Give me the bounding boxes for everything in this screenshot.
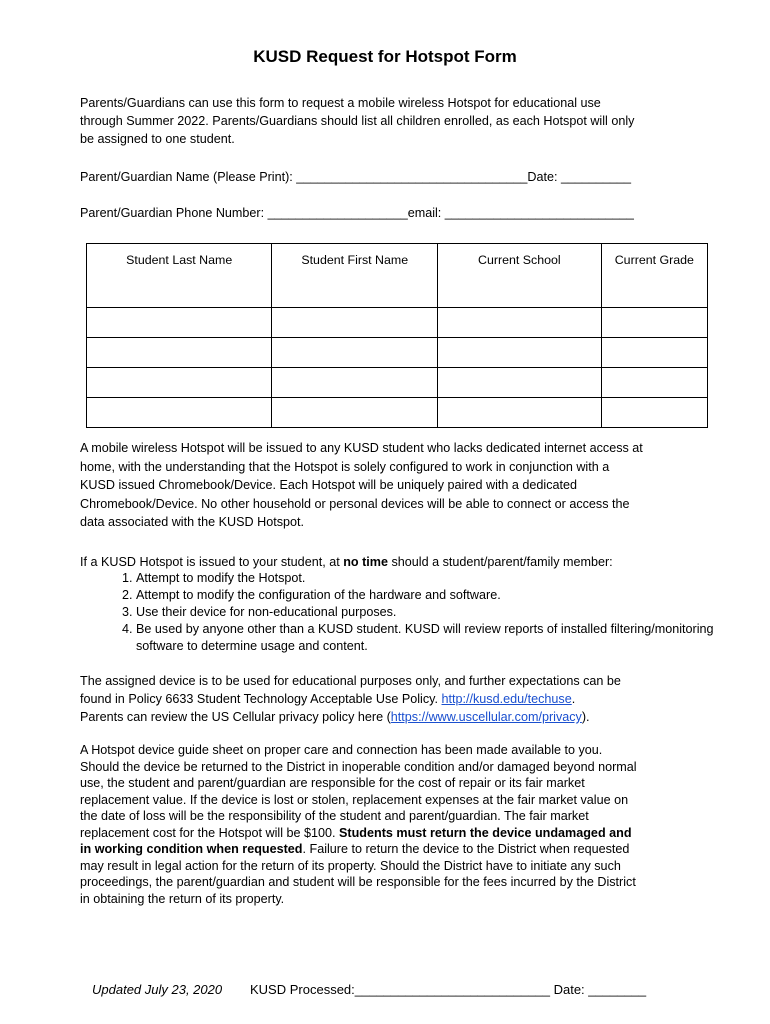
failure-text: . Failure to return the device to the District when requested [302, 842, 630, 856]
grade-cell[interactable] [601, 338, 707, 368]
paragraph-line: The assigned device is to be used for educational purposes only, and further expectations can be [80, 674, 621, 688]
paragraph-line: Chromebook/Device. No other household or personal devices will be able to connect or access the [80, 496, 630, 511]
list-item: 3. Use their device for non-educational purposes. [136, 604, 736, 621]
intro-paragraph [80, 94, 700, 148]
student-table [86, 243, 708, 428]
paragraph-line [80, 708, 700, 726]
table-row [87, 338, 708, 368]
column-header-school: Current School [438, 244, 602, 308]
uscellular-privacy-link[interactable]: https://www.uscellular.com/privacy [390, 710, 582, 724]
paragraph-line: data associated with the KUSD Hotspot. [80, 515, 305, 529]
paragraph-line: proceedings, the parent/guardian and student will be responsible for the fees incurred by the District [80, 875, 636, 889]
paragraph-line: in obtaining the return of its property. [80, 891, 285, 906]
parent-phone-email-field[interactable]: Parent/Guardian Phone Number: ____________________email: ___________________________ [80, 206, 634, 220]
rules-intro [80, 553, 700, 571]
policy-paragraph [80, 672, 700, 726]
rules-intro-text-end: should a student/parent/family member: [387, 555, 613, 569]
first-name-cell[interactable] [272, 398, 438, 428]
column-header-last-name: Student Last Name [87, 244, 272, 308]
device-guide-paragraph [80, 742, 700, 907]
punctuation: . [571, 692, 576, 706]
return-requirement-bold: in working condition when requested [80, 842, 303, 856]
column-header-grade: Current Grade [601, 244, 707, 308]
last-name-cell[interactable] [87, 398, 272, 428]
return-requirement-bold: Students must return the device undamaged and [339, 825, 632, 840]
first-name-cell[interactable] [272, 338, 438, 368]
paragraph-line: Should the device be returned to the District in inoperable condition and/or damaged beyond normal [80, 759, 637, 774]
cost-text: replacement cost for the Hotspot will be $100. [80, 825, 340, 840]
hotspot-description-paragraph [80, 439, 700, 532]
policy-text: found in Policy 6633 Student Technology Acceptable Use Policy. [80, 692, 442, 706]
rules-list [100, 570, 736, 655]
page-title: KUSD Request for Hotspot Form [253, 47, 517, 66]
grade-cell[interactable] [601, 398, 707, 428]
paragraph-line: A mobile wireless Hotspot will be issued to any KUSD student who lacks dedicated internet access at [80, 441, 643, 455]
updated-date: Updated July 23, 2020 [92, 982, 223, 997]
list-item: 4. Be used by anyone other than a KUSD student. KUSD will review reports of installed filtering/monitoring software to determine usage and content. [136, 621, 736, 655]
kusd-processed-field[interactable]: KUSD Processed:___________________________ Date: ________ [250, 982, 647, 997]
grade-cell[interactable] [601, 368, 707, 398]
list-item: 2. Attempt to modify the configuration of the hardware and software. [136, 587, 736, 604]
paragraph-line: A Hotspot device guide sheet on proper care and connection has been made available to you. [80, 743, 603, 757]
paragraph-line [80, 690, 700, 708]
parent-name-date-field[interactable]: Parent/Guardian Name (Please Print): _________________________________Date: __________ [80, 170, 632, 184]
paragraph-line [80, 825, 700, 842]
column-header-first-name: Student First Name [272, 244, 438, 308]
table-row [87, 398, 708, 428]
school-cell[interactable] [438, 368, 602, 398]
paragraph-line: home, with the understanding that the Hotspot is solely configured to work in conjunction with a [80, 459, 610, 474]
intro-line: be assigned to one student. [80, 132, 235, 146]
intro-line: Parents/Guardians can use this form to request a mobile wireless Hotspot for educational use [80, 96, 601, 110]
last-name-cell[interactable] [87, 338, 272, 368]
punctuation: ). [581, 710, 590, 724]
rules-intro-text: If a KUSD Hotspot is issued to your student, at [80, 555, 344, 569]
list-item: 1. Attempt to modify the Hotspot. [136, 570, 736, 587]
school-cell[interactable] [438, 338, 602, 368]
school-cell[interactable] [438, 308, 602, 338]
last-name-cell[interactable] [87, 368, 272, 398]
rules-intro-line [80, 553, 700, 571]
privacy-text: Parents can review the US Cellular privacy policy here ( [80, 710, 391, 724]
first-name-cell[interactable] [272, 308, 438, 338]
paragraph-line: KUSD issued Chromebook/Device. Each Hotspot will be uniquely paired with a dedicated [80, 478, 578, 492]
table-row [87, 368, 708, 398]
rules-intro-emphasis: no time [343, 555, 388, 569]
paragraph-line: use, the student and parent/guardian are responsible for the cost of repair or its fair market [80, 776, 585, 790]
paragraph-line [80, 841, 700, 858]
paragraph-line: the date of loss will be the responsibility of the student and parent/guardian. The fair market [80, 809, 589, 823]
last-name-cell[interactable] [87, 308, 272, 338]
first-name-cell[interactable] [272, 368, 438, 398]
techuse-policy-link[interactable]: http://kusd.edu/techuse [441, 692, 572, 706]
table-header-row [87, 244, 708, 308]
grade-cell[interactable] [601, 308, 707, 338]
school-cell[interactable] [438, 398, 602, 428]
table-row [87, 308, 708, 338]
paragraph-line: may result in legal action for the return of its property. Should the District have to initiate any such [80, 858, 621, 873]
paragraph-line: replacement value. If the device is lost or stolen, replacement expenses at the fair market value on [80, 792, 629, 807]
intro-line: through Summer 2022. Parents/Guardians should list all children enrolled, as each Hotspot will only [80, 114, 635, 128]
